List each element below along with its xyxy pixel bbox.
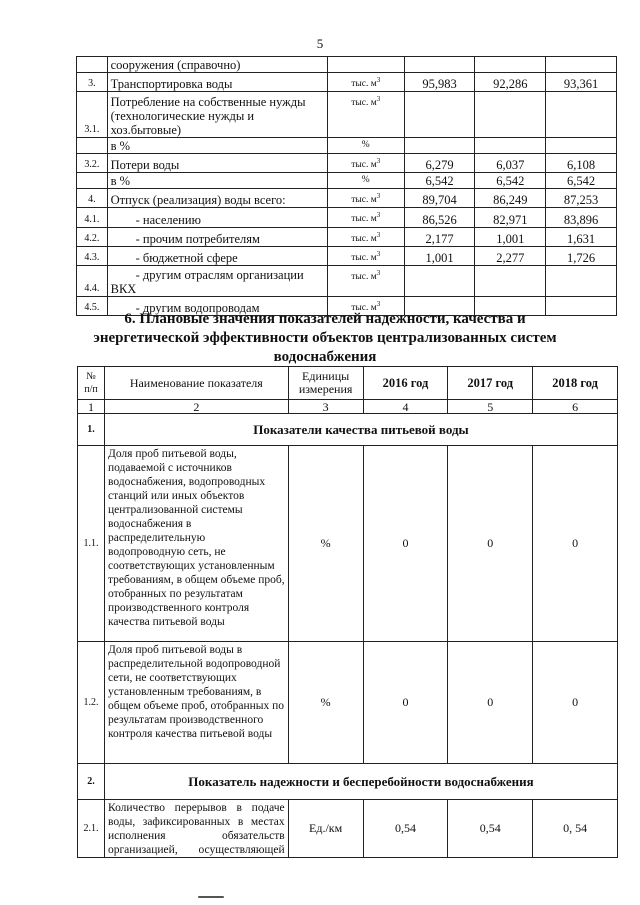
row-unit: % <box>327 173 404 189</box>
water-balance-table <box>76 56 617 316</box>
row-name: - бюджетной сфере <box>107 246 327 265</box>
value-2016: 0 <box>363 446 448 642</box>
section-row <box>78 764 618 800</box>
value-2018: 87,253 <box>546 189 617 208</box>
row-name: Потребление на собственные нужды (технологические нужды и хоз.бытовые) <box>107 92 327 138</box>
row-number: 3. <box>77 73 108 92</box>
row-number <box>77 57 108 73</box>
value-2017: 6,037 <box>475 154 546 173</box>
row-unit: тыс. $м^3$ <box>327 208 404 227</box>
value-2017: 86,249 <box>475 189 546 208</box>
row-unit: тыс. $м^3$ <box>327 227 404 246</box>
col-index: 2 <box>104 400 288 414</box>
row-number: 4.4. <box>77 265 108 296</box>
row-unit: тыс. $м^3$ <box>327 92 404 138</box>
value-2016: 2,177 <box>404 227 475 246</box>
value-2018 <box>546 265 617 296</box>
row-name: в % <box>107 138 327 154</box>
signature-mark <box>198 896 224 898</box>
value-2018: 6,108 <box>546 154 617 173</box>
value-2017 <box>475 265 546 296</box>
row-number <box>77 173 108 189</box>
row-unit <box>327 57 404 73</box>
value-2017: 0 <box>448 642 533 764</box>
value-2018: 6,542 <box>546 173 617 189</box>
row-name: Потери воды <box>107 154 327 173</box>
value-2018 <box>546 57 617 73</box>
col-index: 1 <box>78 400 105 414</box>
row-number: 1.1. <box>78 446 105 642</box>
value-2016: 1,001 <box>404 246 475 265</box>
table-header-row <box>78 367 618 400</box>
row-number: 4.1. <box>77 208 108 227</box>
row-name: Доля проб питьевой воды, подаваемой с источников водоснабжения, водопроводных станций или иных объектов централизованной системы водоснабжения в распределительную водопроводную сеть, не соответствующих установленным требованиям, в общем объеме проб, отобранных по результатам производственного контроля качества питьевой воды <box>104 446 288 642</box>
row-unit: тыс. $м^3$ <box>327 189 404 208</box>
table-row <box>77 73 617 92</box>
value-2018: 1,726 <box>546 246 617 265</box>
value-2018: 0 <box>533 642 618 764</box>
table-row <box>77 208 617 227</box>
row-unit: % <box>327 138 404 154</box>
header-num: № п/п <box>78 367 105 400</box>
row-name: сооружения (справочно) <box>107 57 327 73</box>
table-row <box>78 800 618 858</box>
planned-indicators-table <box>77 366 618 858</box>
header-name: Наименование показателя <box>104 367 288 400</box>
row-unit: тыс. $м^3$ <box>327 154 404 173</box>
value-2018: 0 <box>533 446 618 642</box>
row-unit: Ед./км <box>288 800 363 858</box>
value-2018 <box>546 138 617 154</box>
row-name: - прочим потребителям <box>107 227 327 246</box>
value-2016: 6,542 <box>404 173 475 189</box>
value-2017: 1,001 <box>475 227 546 246</box>
row-number: 4. <box>77 189 108 208</box>
header-unit: Единицы измерения <box>288 367 363 400</box>
row-number: 3.1. <box>77 92 108 138</box>
value-2017: 2,277 <box>475 246 546 265</box>
row-number: 4.3. <box>77 246 108 265</box>
row-number: 4.2. <box>77 227 108 246</box>
table-row <box>77 154 617 173</box>
header-year-2016: 2016 год <box>363 367 448 400</box>
value-2018: 93,361 <box>546 73 617 92</box>
row-name: - другим отраслям организации ВКХ <box>107 265 327 296</box>
value-2017: 92,286 <box>475 73 546 92</box>
row-unit: % <box>288 642 363 764</box>
table-row <box>78 642 618 764</box>
section-heading: 6. Плановые значения показателей надежности, качества и энергетической эффективности объектов централизованных систем водоснабжения <box>93 311 557 365</box>
table-row <box>78 446 618 642</box>
value-2018: 83,896 <box>546 208 617 227</box>
row-number: 2.1. <box>78 800 105 858</box>
col-index: 6 <box>533 400 618 414</box>
value-2017: 0 <box>448 446 533 642</box>
value-2016: 0 <box>363 642 448 764</box>
col-index: 5 <box>448 400 533 414</box>
table-row <box>77 246 617 265</box>
value-2016: 86,526 <box>404 208 475 227</box>
row-name: Транспортировка воды <box>107 73 327 92</box>
row-name: - населению <box>107 208 327 227</box>
table-row <box>77 227 617 246</box>
section-title: Показатель надежности и бесперебойности водоснабжения <box>104 764 617 800</box>
value-2017 <box>475 138 546 154</box>
value-2017: 6,542 <box>475 173 546 189</box>
table-row <box>77 189 617 208</box>
section-num: 1. <box>78 414 105 446</box>
col-index: 4 <box>363 400 448 414</box>
row-unit: тыс. $м^3$ <box>327 296 404 315</box>
value-2016 <box>404 138 475 154</box>
table-row <box>77 265 617 296</box>
header-year-2017: 2017 год <box>448 367 533 400</box>
value-2016: 6,279 <box>404 154 475 173</box>
table-row <box>77 57 617 73</box>
row-unit: % <box>288 446 363 642</box>
row-unit: тыс. $м^3$ <box>327 265 404 296</box>
column-index-row <box>78 400 618 414</box>
row-name: - другим водопроводам <box>107 296 327 315</box>
section-title: Показатели качества питьевой воды <box>104 414 617 446</box>
section-num: 2. <box>78 764 105 800</box>
value-2017: 82,971 <box>475 208 546 227</box>
value-2018 <box>546 92 617 138</box>
col-index: 3 <box>288 400 363 414</box>
row-number: 3.2. <box>77 154 108 173</box>
row-unit: тыс. $м^3$ <box>327 73 404 92</box>
page-number: 5 <box>316 36 324 51</box>
value-2016 <box>404 57 475 73</box>
row-number: 1.2. <box>78 642 105 764</box>
table-row <box>77 138 617 154</box>
row-number <box>77 138 108 154</box>
value-2016 <box>404 92 475 138</box>
row-name: Количество перерывов в подаче воды, зафиксированных в местах исполнения обязательств организацией, осуществляющей <box>104 800 288 858</box>
row-name: в % <box>107 173 327 189</box>
row-name: Отпуск (реализация) воды всего: <box>107 189 327 208</box>
row-name: Доля проб питьевой воды в распределительной водопроводной сети, не соответствующих установленным требованиям, в общем объеме проб, отобранных по результатам производственного контроля качества питьевой воды <box>104 642 288 764</box>
header-year-2018: 2018 год <box>533 367 618 400</box>
value-2018: 1,631 <box>546 227 617 246</box>
section-row <box>78 414 618 446</box>
table-row <box>77 92 617 138</box>
value-2017 <box>475 92 546 138</box>
value-2018: 0, 54 <box>533 800 618 858</box>
row-number: 4.5. <box>77 296 108 315</box>
table-row <box>77 173 617 189</box>
value-2016 <box>404 265 475 296</box>
value-2016: 0,54 <box>363 800 448 858</box>
value-2016: 89,704 <box>404 189 475 208</box>
value-2017 <box>475 57 546 73</box>
value-2016: 95,983 <box>404 73 475 92</box>
row-unit: тыс. $м^3$ <box>327 246 404 265</box>
value-2017: 0,54 <box>448 800 533 858</box>
